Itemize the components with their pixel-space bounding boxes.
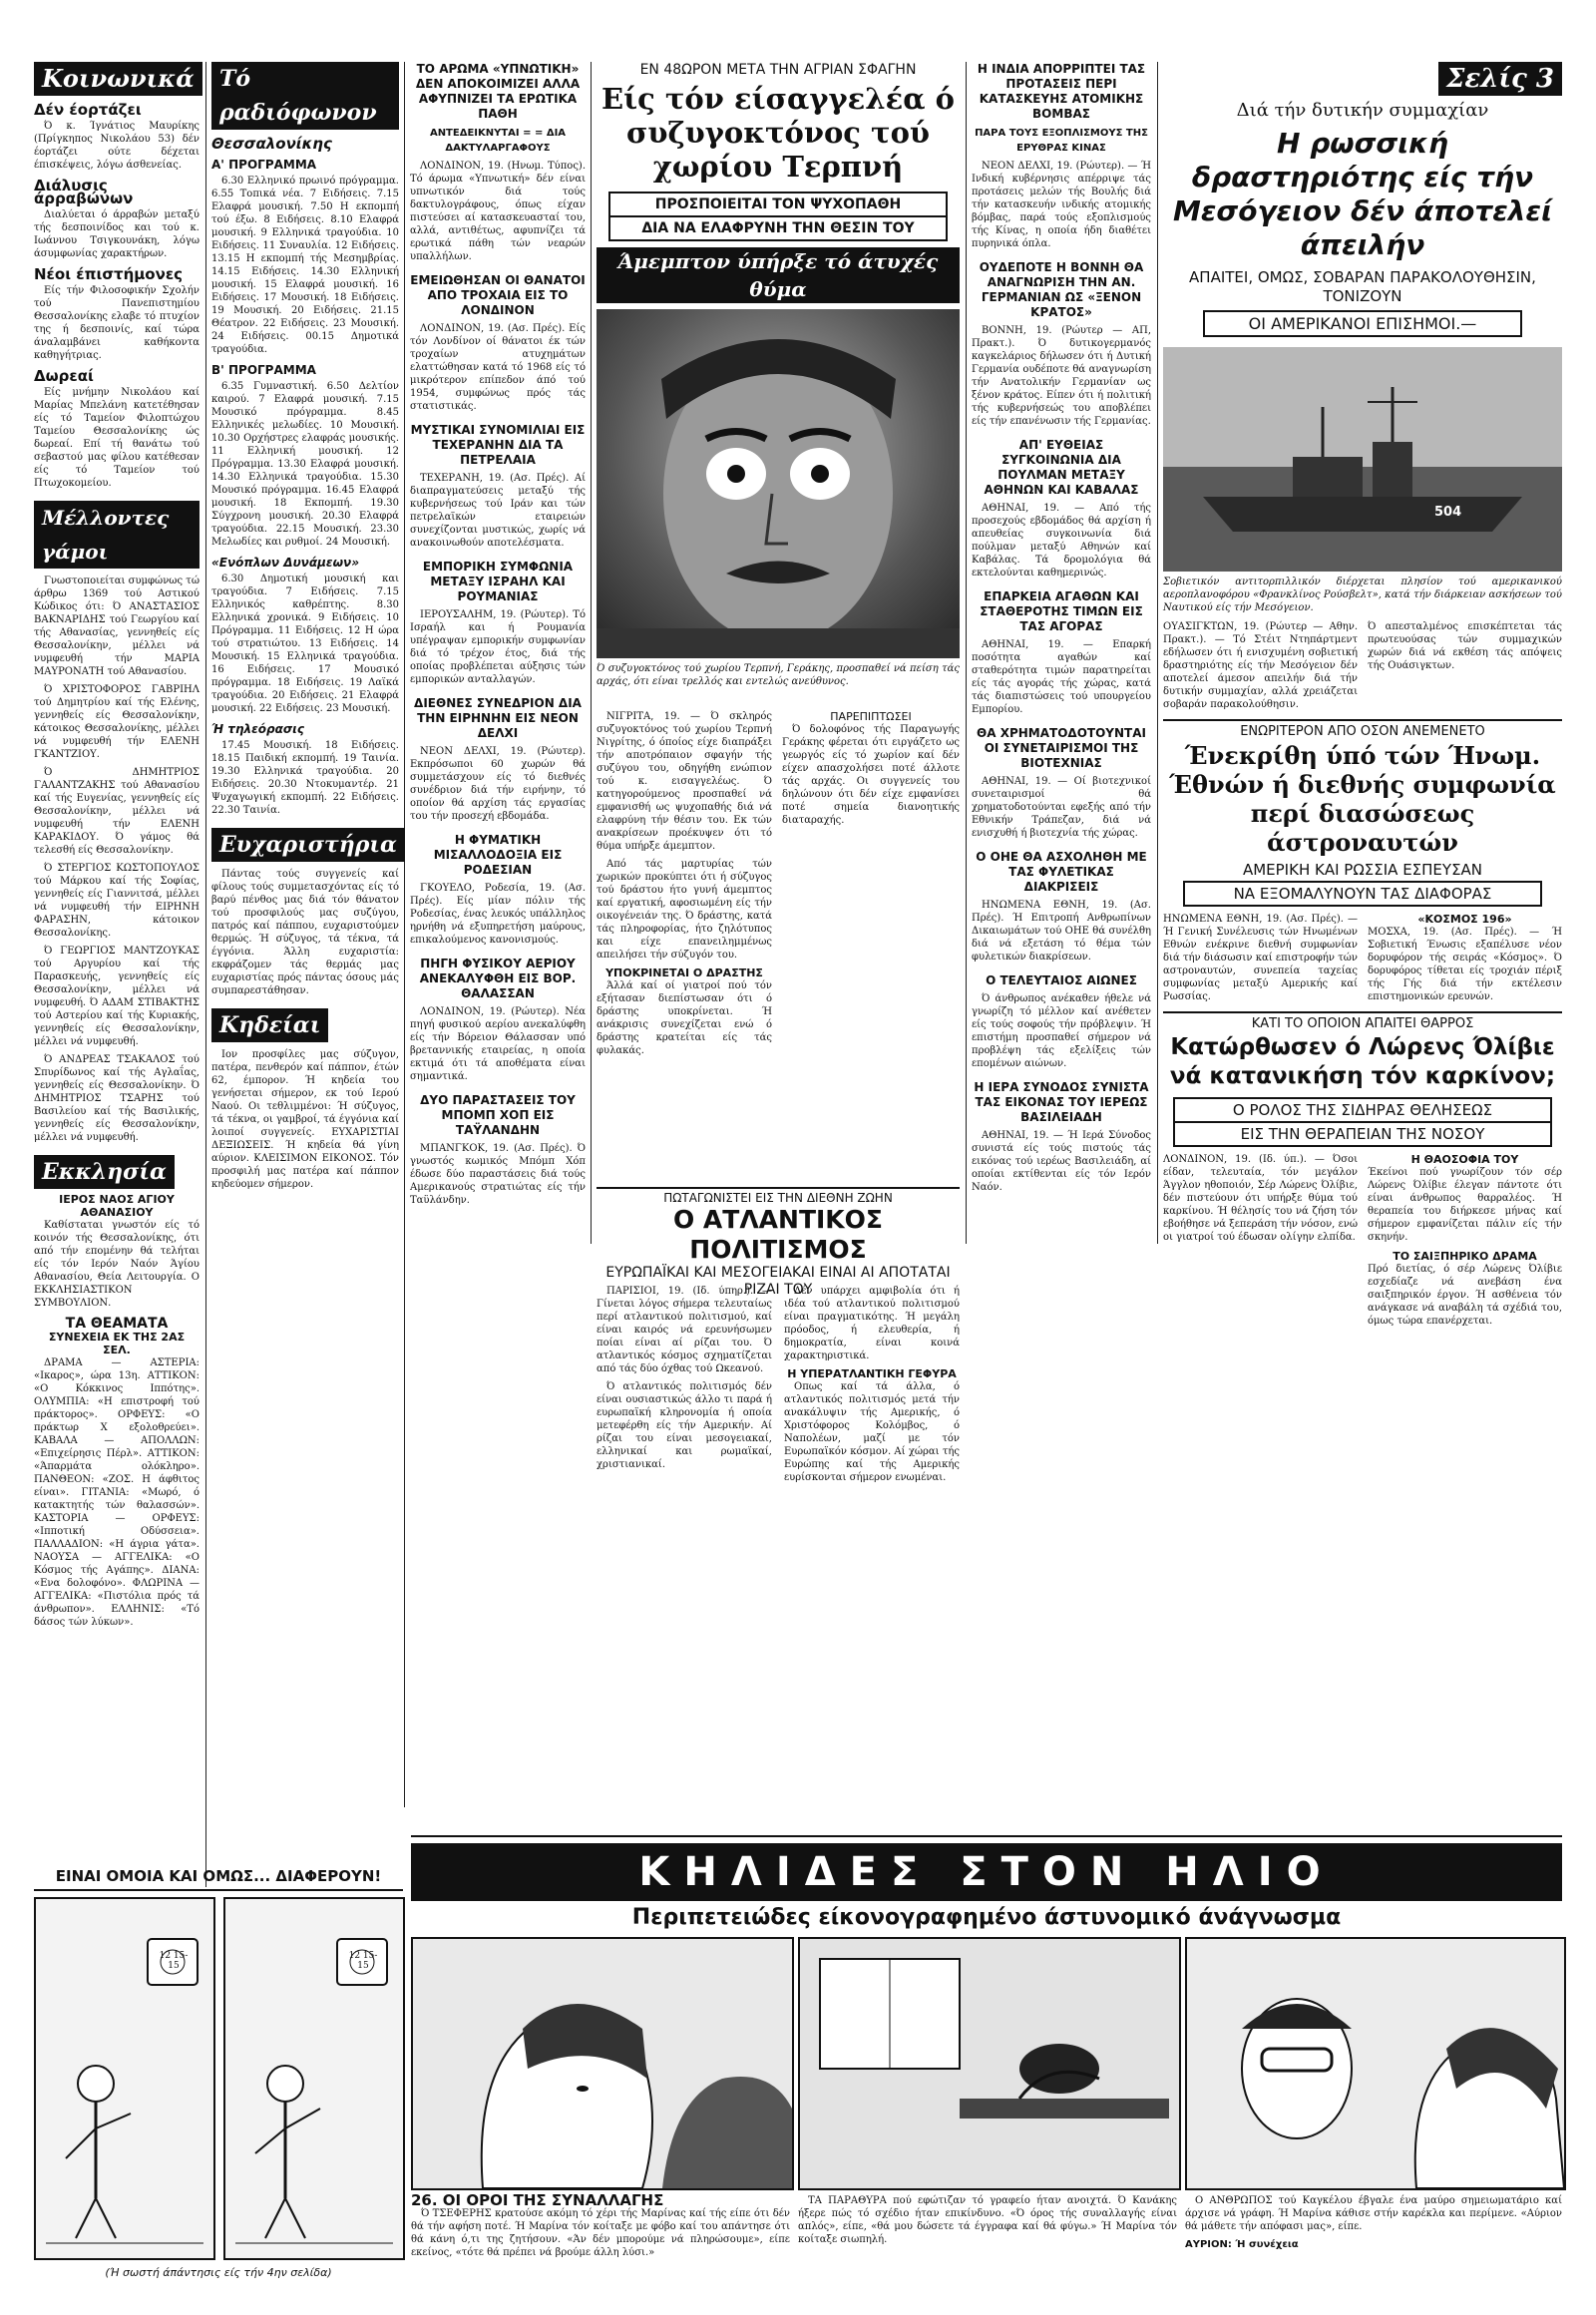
lead-kicker: ΕΝ 48ΩΡΟΝ ΜΕΤΑ ΤΗΝ ΑΓΡΙΑΝ ΣΦΑΓΗΝ bbox=[639, 62, 917, 78]
gifts-heading: Δωρεαί bbox=[34, 367, 94, 385]
news-headline: Η ΙΝΔΙΑ ΑΠΟΡΡΙΠΤΕΙ ΤΑΣ ΠΡΟΤΑΣΕΙΣ ΠΕΡΙ ΚΑΤΑΣΚΕΥΗΣ ΑΤΟΜΙΚΗΣ ΒΟΜΒΑΣ bbox=[977, 62, 1146, 121]
comic-strip bbox=[411, 1835, 1562, 2306]
news-text: ΑΘΗΝΑΙ, 19. — Οί βιοτεχνικοί συνεταιρισμοί θά χρηματοδοτούνται εφεξής από τήν Εθνικήν Τράπεζαν, διά νά ενισχυθή ή βιοτεχνία τής χώρας. bbox=[972, 776, 1151, 839]
atlantic-headline: Ο ΑΤΛΑΝΤΙΚΟΣ ΠΟΛΙΤΙΣΜΟΣ bbox=[672, 1205, 884, 1264]
un-headline: Ένεκρίθη ύπό τών Ήνωμ. Έθνών ή διεθνής συμφωνία περί διασώσεως άστροναυτών bbox=[1169, 741, 1556, 857]
atlantic-subheadline: ΕΥΡΩΠΑΪΚΑΙ ΚΑΙ ΜΕΣΟΓΕΙΑΚΑΙ ΕΙΝΑΙ ΑΙ ΑΠΟΤΑΤΑΙ ΡΙΖΑΙ ΤΟΥ bbox=[605, 1265, 951, 1298]
comic-caption-text: ΤΑ ΠΑΡΑΘΥΡΑ πού εφώτιζαν τό γραφείο ήταν ανοιχτά. Ό Κανάκης ήξερε πώς τό σχέδιο ήταν επικίνδυνο. «Ό όρος τής συναλλαγής είναι απλός», είπε, «θά μου δώσετε τά έγγραφα καί θά φύγω.» Ή Μαρίνα τόν κοίταξε σιωπηλή. bbox=[798, 2195, 1177, 2245]
clock-label-left: 12 15-15 bbox=[159, 1951, 189, 1971]
news-headline: ΘΑ ΧΡΗΜΑΤΟΔΟΤΟΥΝΤΑΙ ΟΙ ΣΥΝΕΤΑΙΡΙΣΜΟΙ ΤΗΣ ΒΙΟΤΕΧΝΙΑΣ bbox=[977, 726, 1146, 770]
brief-headline: ΔΥΟ ΠΑΡΑΣΤΑΣΕΙΣ ΤΟΥ ΜΠΟΜΠ ΧΟΠ ΕΙΣ ΤΑΫΛΑΝΔΗΝ bbox=[420, 1093, 576, 1137]
section-social-heading: Κοινωνικά bbox=[34, 62, 202, 96]
news-headline: ΟΥΔΕΠΟΤΕ Η ΒΟΝΝΗ ΘΑ ΑΝΑΓΝΩΡΙΣΗ ΤΗΝ ΑΝ. ΓΕΡΜΑΝΙΑΝ ΩΣ «ΞΕΝΟΝ ΚΡΑΤΟΣ» bbox=[979, 260, 1144, 319]
brief-text: ΛΟΝΔΙΝΟΝ, 19. (Ασ. Πρές). Είς τόν Λονδίνον οί θάνατοι έκ τών τροχαίων ατυχημάτων ελαττώθησαν κατά τό 1968 είς τό μικρότερον επίπεδον άπό τού 1954, συμφώνως πρός τάς στατιστικάς. bbox=[410, 323, 586, 412]
atlantic-story-text: Ό ατλαντικός πολιτισμός δέν είναι ουσιαστικώς άλλο τι παρά ή ευρωπαϊκή κληρονομία ή οποία μετεφέρθη είς τήν Αμερικήν. Αί ρίζαι του είναι μεσογειακαί, ελληνικαί και ρωμαϊκαί, χριστιανικαί. bbox=[597, 1381, 772, 1470]
brief-headline: ΠΗΓΗ ΦΥΣΙΚΟΥ ΑΕΡΙΟΥ ΑΝΕΚΑΛΥΦΘΗ ΕΙΣ ΒΟΡ. ΘΑΛΑΣΣΑΝ bbox=[419, 957, 577, 1000]
breakup-heading: Διάλυσις άρραβώνων bbox=[34, 177, 134, 207]
comic-title: ΚΗΛΙΔΕΣ ΣΤΟΝ ΗΛΙΟ bbox=[411, 1843, 1562, 1901]
armed-forces-heading: «Ενόπλων Δυνάμεων» bbox=[211, 556, 360, 570]
tv-heading: Ή τηλεόρασις bbox=[211, 722, 304, 736]
column-rule bbox=[1157, 62, 1158, 1244]
column-rule bbox=[966, 62, 967, 1244]
comic-chapter-title: 26. ΟΙ ΟΡΟΙ ΤΗΣ ΣΥΝΑΛΛΑΓΗΣ bbox=[411, 2191, 664, 2209]
comic-subtitle: Περιπετειώδες είκονογραφημένο άστυνομικό άνάγνωσμα bbox=[631, 1905, 1342, 1930]
lead-story-text: ΝΙΓΡΙΤΑ, 19. — Ό σκληρός συζυγοκτόνος τού χωρίου Τερπνή Νιγρίτης, ό όποίος είχε διαπράξει τήν αποτρόπαιον σφαγήν τής συζύγου του, οδηγήθη ενώπιον τού κ. εισαγγελέως. Ό κατηγορούμενος προσπαθεί νά εμφανισθή ως ψυχοπαθής διά νά ελαφρύνη τήν θέσιν του. Εκ τών ανακρίσεων προέκυψεν ότι τό θύμα υπήρξε άμεμπτον. bbox=[597, 711, 772, 852]
news-text: ΝΕΟΝ ΔΕΛΧΙ, 19. (Ρώυτερ). — Ή Ινδική κυβέρνησις απέρριψε τάς προτάσεις μελών τής Βουλής διά τήν κατασκευήν ινδικής ατομικής βόμβας, παρά τούς εξοπλισμούς τής Κίνας, η οποία ήδη διαθέτει πυρηνικά όπλα. bbox=[972, 161, 1151, 249]
weddings-text: Ό ΧΡΙΣΤΟΦΟΡΟΣ ΓΑΒΡΙΗΛ τού Δημητρίου καί τής Ελένης, γεννηθείς είς Θεσσαλονίκην, κάτοικος Θεσσαλονίκης, μέλλει νά νυμφευθή τήν ΕΛΕΝΗ ΓΚΑΝΤΖΙΟΥ. bbox=[34, 684, 200, 760]
clock-label-right: 12 15-15 bbox=[348, 1951, 378, 1971]
olivier-headline: Κατώρθωσεν ό Λώρενς Όλίβιε νά κατανικήση τόν καρκίνον; bbox=[1169, 1034, 1556, 1089]
brief-text: ΛΟΝΔΙΝΟΝ, 19. (Ρώυτερ). Νέα πηγή φυσικού αερίου ανεκαλύφθη είς τήν Βόρειον Θάλασσαν υπό βρεταννικής εταιρείας, η οποία εκτιμά ότι τά αποθέματα είναι σημαντικά. bbox=[410, 1006, 586, 1082]
column-rule bbox=[404, 62, 405, 1807]
atlantic-story-text: ΠΑΡΙΣΙΟΙ, 19. (Ιδ. ύπηρ.). — Γίνεται λόγος σήμερα τελευταίως περί ατλαντικού πολιτισμού, καί είναι καιρός νά ερευνήσωμεν ποίαι είναι αί ρίζαι του. Ό ατλαντικός κόσμος σχηματίζεται από τάς δύο όχθας τού Ωκεανού. bbox=[597, 1286, 772, 1374]
comic-text-2 bbox=[798, 2194, 1177, 2304]
program-b-heading: Β' ΠΡΟΓΡΑΜΜΑ bbox=[211, 363, 316, 377]
theatre-subheading: ΣΥΝΕΧΕΙΑ ΕΚ ΤΗΣ 2ΑΣ ΣΕΛ. bbox=[48, 1331, 186, 1356]
news-text: ΑΘΗΝΑΙ, 19. — Επαρκή ποσότητα αγαθών καί σταθερότητα τιμών παρατηρείται είς τάς αγοράς τής χώρας, κατά τάς διαπιστώσεις τού υπουργείου Εμπορίου. bbox=[972, 639, 1151, 715]
cartoon-panel-right bbox=[223, 1897, 405, 2260]
cartoon-caption: (Ή σωστή άπάντησις είς τήν 4ην σελίδα) bbox=[105, 2266, 332, 2279]
lead-story-crosshead: ΠΑΡΕΠΙΠΤΩΣΕΙ bbox=[830, 710, 912, 723]
page-number-label: Σελίς 3 bbox=[1438, 62, 1562, 96]
comic-panel-2-drawing bbox=[800, 1939, 1179, 2188]
birthday-text: Ό κ. Ίγνάτιος Μαυρίκης (Πρίγκηπος Νικολάου 53) δέν έορτάζει ούτε δέχεται έπισκέψεις, λόγω άσθενείας. bbox=[34, 121, 200, 171]
news-headline: ΑΠ' ΕΥΘΕΙΑΣ ΣΥΓΚΟΙΝΩΝΙΑ ΔΙΑ ΠΟΥΛΜΑΝ ΜΕΤΑΞΥ ΑΘΗΝΩΝ ΚΑΙ ΚΑΒΑΛΑΣ bbox=[984, 438, 1139, 497]
lead-story-text: Άλλά καί οί γιατροί πού τόν εξήτασαν διεπίστωσαν ότι ό δράστης υποκρίνεται. Ή ανάκρισις συνεχίζεται ενώ ό δράστης κρατείται είς τάς φυλακάς. bbox=[597, 980, 772, 1056]
church-heading: Εκκλησία bbox=[34, 1155, 175, 1189]
mediterranean-story-text: ΟΥΑΣΙΓΚΤΩΝ, 19. (Ρώυτερ — Αθην. Πρακτ.). — Τό Στέιτ Ντηπάρτμεντ εδήλωσεν ότι ή ενισχυμένη σοβιετική δραστηριότης είς τήν Μεσόγειον δέν αποτελεί άμεσον απειλήν διά τήν δυτικήν συμμαχίαν, αλλά χρειάζεται σοβαράν παρακολούθησιν. bbox=[1163, 621, 1358, 710]
weddings-text: Ό ΑΝΔΡΕΑΣ ΤΣΑΚΑΛΟΣ τού Σπυρίδωνος καί τής Αγλαΐας, γεννηθείς είς Θεσσαλονίκην. Ό ΔΗΜΗΤΡΙΟΣ ΤΣΑΡΗΣ τού Βασιλείου καί τής Βασιλικής, γεννηθείς είς Θεσσαλονίκην, μέλλει νά νυμφευθή. bbox=[34, 1054, 200, 1143]
news-text: ΑΘΗΝΑΙ, 19. — Ή Ιερά Σύνοδος συνιστά είς τούς πιστούς τάς εικόνας τού ιερέως Βασιλειάδη, αί οποίαι εκτίθενται είς τόν Ιερόν Ναόν. bbox=[972, 1130, 1151, 1193]
cartoon-panel-left bbox=[34, 1897, 215, 2260]
thanks-heading: Ευχαριστήρια bbox=[211, 828, 405, 862]
brief-headline: ΔΙΕΘΝΕΣ ΣΥΝΕΔΡΙΟΝ ΔΙΑ ΤΗΝ ΕΙΡΗΝΗΝ ΕΙΣ ΝΕΟΝ ΔΕΛΧΙ bbox=[414, 696, 582, 740]
suspect-photo bbox=[597, 309, 960, 658]
right-section bbox=[1163, 62, 1562, 1827]
brief-text: ΜΠΑΝΓΚΟΚ, 19. (Ασ. Πρές). Ό γνωστός κωμικός Μπόμπ Χόπ έδωσε δύο παραστάσεις διά τούς Αμερικανούς στρατιώτας είς τήν Ταϋλάνδην. bbox=[410, 1143, 586, 1206]
lead-story-body-left bbox=[597, 710, 772, 1179]
gifts-text: Είς μνήμην Νικολάου καί Μαρίας Μπελάνη κατετέθησαν είς τό Ταμείον Φιλοπτώχου Ταμείου Θεσσαλονίκης ώς δωρεαί. Επί τή θανάτω τού σεβαστού μας φίλου κατέθεσαν είς τό Ταμείον τού Πτωχοκομείου. bbox=[34, 387, 200, 489]
brief-headline: Η ΦΥΜΑΤΙΚΗ ΜΙΣΑΛΛΟΔΟΞΙΑ ΕΙΣ ΡΟΔΕΣΙΑΝ bbox=[433, 833, 563, 877]
mediterranean-subheadline-boxed: ΟΙ ΑΜΕΡΙΚΑΝΟΙ ΕΠΙΣΗΜΟΙ.— bbox=[1203, 310, 1522, 337]
atlantic-story-body-right bbox=[784, 1285, 960, 1823]
cartoon-title: ΕΙΝΑΙ ΟΜΟΙΑ ΚΑΙ ΟΜΩΣ... ΔΙΑΦΕΡΟΥΝ! bbox=[34, 1867, 403, 1891]
breakup-text: Διαλύεται ό άρραβών μεταξύ τής δεσποινίδος και τού κ. Ιωάννου Τσιγκουνάκη, λόγω άσυμφωνίας χαρακτήρων. bbox=[34, 209, 200, 259]
birthday-heading: Δέν έορτάζει bbox=[34, 101, 142, 119]
suspect-photo-caption: Ό συζυγοκτόνος τού χωρίου Τερπνή, Γεράκης, προσπαθεί νά πείση τάς αρχάς, ότι είναι τρελλός και εντελώς ανεύθυνος. bbox=[597, 663, 960, 687]
news-headline: ΕΠΑΡΚΕΙΑ ΑΓΑΘΩΝ ΚΑΙ ΣΤΑΘΕΡΟΤΗΣ ΤΙΜΩΝ ΕΙΣ ΤΑΣ ΑΓΟΡΑΣ bbox=[980, 589, 1143, 633]
brief-headline: ΜΥΣΤΙΚΑΙ ΣΥΝΟΜΙΛΙΑΙ ΕΙΣ ΤΕΧΕΡΑΝΗΝ ΔΙΑ ΤΑ ΠΕΤΡΕΛΑΙΑ bbox=[410, 423, 586, 467]
atlantic-kicker: ΠΩΤΑΓΩΝΙΣΤΕΙ ΕΙΣ ΤΗΝ ΔΙΕΘΝΗ ΖΩΗΝ bbox=[663, 1191, 893, 1205]
armed-forces-text: 6.30 Δημοτική μουσική και τραγούδια. 7 Ειδήσεις. 7.15 Ελληνικός καθρέπτης. 8.30 Ελληνικά χρονικά. 9 Ειδήσεις. 10 Πρόγραμμα. 11 Ειδήσεις. 12 Η ώρα τού στρατιώτου. 13 Ειδήσεις. 14 Μουσική. 15 Ελληνικά τραγούδια. 16 Ειδήσεις. 17 Μουσικό πρόγραμμα. 18 Ειδήσεις. 19 Λαϊκά τραγούδια. 20 Ειδήσεις. 21 Ελαφρά μουσική. 22 Ειδήσεις. 23 Μουσική. bbox=[211, 574, 399, 714]
olivier-story-text: ΛΟΝΔΙΝΟΝ, 19. (Ιδ. ύπ.). — Όσοι είδαν, τελευταία, τόν μεγάλον Άγγλον ηθοποιόν, Σέρ Λώρενς Όλίβιε, δέν πιστεύουν ότι υπήρξε θύμα τού καρκίνου. Ή θέλησίς του νά ζήση τόν εβοήθησε νά ξεπεράση τήν νόσον, ενώ οι γιατροί τού έδωσαν ολίγην ελπίδα. bbox=[1163, 1154, 1358, 1243]
column-world-news bbox=[972, 62, 1151, 1827]
program-a-text: 6.30 Ελληνικό πρωινό πρόγραμμα. 6.55 Τοπικά νέα. 7 Ειδήσεις. 7.15 Ελαφρά μουσική. 7.50 Η εκπομπή τού έξω. 8 Ειδήσεις. 8.10 Ελαφρά μουσική. 9 Ελληνικά τραγούδια. 10 Ειδήσεις. 11 Συναυλία. 12 Ειδήσεις. 13.15 Η εκπομπή τής Μεσημβρίας. 14.15 Ειδήσεις. 14.30 Ελληνική μουσική. 15 Ελαφρά μουσική. 16 Ειδήσεις. 17 Μουσική. 18 Ειδήσεις. 19 Μουσική. 20 Ειδήσεις. 21.15 Θέατρον. 22 Ειδήσεις. 23 Μουσική. 24 Ειδήσεις. 00.15 Δημοτικά τραγούδια. bbox=[211, 176, 399, 355]
comic-caption-text: Ο ΑΝΘΡΩΠΟΣ τού Καγκέλου έβγαλε ένα μαύρο σημειωματάριο καί άρχισε νά γράφη. Ή Μαρίνα κάθισε στήν καρέκλα και περίμενε. «Αύριον θά μάθετε τήν απόφασι μας», είπε. bbox=[1185, 2195, 1562, 2232]
brief-text: ΤΕΧΕΡΑΝΗ, 19. (Ασ. Πρές). Αί διαπραγματεύσεις μεταξύ τής κυβερνήσεως τού Ιράν και τών πετρελαϊκών εταιρειών συνεχίζονται μυστικώς, χωρίς νά ανακοινωθούν αποτελέσματα. bbox=[410, 473, 586, 549]
mediterranean-story-text: Ό απεσταλμένος επισκέπτεται τάς πρωτευούσας τών συμμαχικών χωρών διά νά εκθέση τάς απόψεις τής Ουάσιγκτων. bbox=[1368, 621, 1562, 671]
lead-story-text: Από τάς μαρτυρίας τών χωρικών προκύπτει ότι ή σύζυγος τού δράστου ήτο γυνή άμεμπτος καί εργατική, αφοσιωμένη είς τήν οικογένειάν της. Ό δράστης, κατά τάς πληροφορίας, ήτο ζηλότυπος και είχε επανειλημμένως απειλήσει τήν σύζυγόν του. bbox=[597, 859, 772, 961]
comic-continued: ΑΥΡΙΟΝ: Ή συνέχεια bbox=[1185, 2239, 1299, 2250]
lead-story-text: Ό δολοφόνος τής Παραγωγής Γεράκης φέρεται ότι ειργάζετο ως γεωργός είς τό χωρίον καί δέν είχεν απασχολήσει ποτέ άλλοτε τάς αρχάς. Οι συγγενείς του δηλώνουν ότι δέν είχε εμφανίσει ποτέ σημεία διανοητικής διαταραχής. bbox=[782, 724, 960, 826]
column-news-briefs bbox=[410, 62, 586, 1718]
comic-text-1 bbox=[411, 2191, 790, 2304]
lead-story-crosshead: ΥΠΟΚΡΙΝΕΤΑΙ Ο ΔΡΑΣΤΗΣ bbox=[605, 966, 763, 979]
news-subheadline: ΠΑΡΑ ΤΟΥΣ ΕΞΟΠΛΙΣΜΟΥΣ ΤΗΣ ΕΡΥΘΡΑΣ ΚΙΝΑΣ bbox=[975, 128, 1148, 154]
lead-story bbox=[597, 62, 960, 710]
atlantic-story-text: Δέν υπάρχει αμφιβολία ότι ή ιδέα τού ατλαντικού πολιτισμού είναι πραγματικότης. Ή μεγάλη πρόοδος, ή ελευθερία, ή δημοκρατία, είναι κοινά χαρακτηριστικά. bbox=[784, 1286, 960, 1361]
graduates-heading: Νέοι έπιστήμονες bbox=[34, 265, 184, 283]
brief-headline: ΤΟ ΑΡΩΜΑ «ΥΠΝΩΤΙΚΗ» ΔΕΝ ΑΠΟΚΟΙΜΙΖΕΙ ΑΛΛΑ ΑΦΥΠΝΙΖΕΙ ΤΑ ΕΡΩΤΙΚΑ ΠΑΘΗ bbox=[415, 62, 581, 121]
funerals-text: Ιον προσφίλες μας σύζυγον, πατέρα, πενθερόν καί πάππον, έτών 62, έμπορον. Ή κηδεία του γενήσεται σήμερον, εκ τού Ιερού Ναού. Οι τεθλιμμένοι: Ή σύζυγος, τά τέκνα, οι γαμβροί, τά έγγόνια καί λοιποί συγγενείς. ΕΥΧΑΡΙΣΤΙΑΙ ΔΕΞΙΩΣΕΙΣ. Ή κηδεία θά γίνη αύριον. ΚΛΕΙΣΙΜΟΝ ΕΙΚΟΝΟΣ. Τόν προσφιλή μας πατέρα καί πάππον κηδεύομεν σήμερον. bbox=[211, 1049, 399, 1190]
brief-text: ΛΟΝΔΙΝΟΝ, 19. (Ηνωμ. Τύπος). Τό άρωμα «Υπνωτική» δέν είναι υπνωτικόν διά τούς δακτυλογράφους, όπως είχαν πιστεύσει αί κατασκευασταί του, αλλά, αντιθέτως, αφυπνίζει τά ερωτικά πάθη τών νεαρών υπαλλήλων. bbox=[410, 161, 586, 262]
olivier-subheadline: ΕΙΣ ΤΗΝ ΘΕΡΑΠΕΙΑΝ ΤΗΣ ΝΟΣΟΥ bbox=[1173, 1123, 1552, 1147]
cosmos-heading: «ΚΟΣΜΟΣ 196» bbox=[1417, 913, 1512, 926]
olivier-crosshead: Η ΘΑΟΣΟΦΙΑ ΤΟΥ bbox=[1410, 1153, 1519, 1166]
brief-subheadline: ΑΝΤΕΔΕΙΚΝΥΤΑΙ = = ΔΙΑ ΔΑΚΤΥΛΑΡΓΑΦΟΥΣ bbox=[429, 128, 567, 154]
warship-photo-drawing bbox=[1163, 347, 1562, 572]
mediterranean-subheadline: ΑΠΑΙΤΕΙ, ΟΜΩΣ, ΣΟΒΑΡΑΝ ΠΑΡΑΚΟΛΟΥΘΗΣΙΝ, ΤΟΝΙΖΟΥΝ bbox=[1189, 268, 1536, 305]
church-subheading: ΙΕΡΟΣ ΝΑΟΣ ΑΓΙΟΥ ΑΘΑΝΑΣΙΟΥ bbox=[59, 1193, 175, 1219]
lead-story-body-right bbox=[782, 710, 960, 1179]
brief-text: ΙΕΡΟΥΣΑΛΗΜ, 19. (Ρώυτερ). Τό Ισραήλ και ή Ρουμανία υπέγραψαν εμπορικήν συμφωνίαν διά τό τρέχον έτος, διά τής οποίας προβλέπεται αύξησις τών εμπορικών ανταλλαγών. bbox=[410, 609, 586, 685]
atlantic-crosshead: Η ΥΠΕΡΑΤΛΑΝΤΙΚΗ ΓΕΦΥΡΑ bbox=[787, 1367, 957, 1380]
comic-panel-1 bbox=[411, 1937, 794, 2190]
comic-panel-2 bbox=[798, 1937, 1181, 2190]
radio-station: Θεσσαλονίκης bbox=[211, 135, 332, 153]
olivier-subheadline: Ο ΡΟΛΟΣ ΤΗΣ ΣΙΔΗΡΑΣ ΘΕΛΗΣΕΩΣ bbox=[1173, 1097, 1552, 1123]
warship-photo bbox=[1163, 347, 1562, 572]
atlantic-story-header bbox=[597, 1187, 960, 1298]
column-rule bbox=[591, 62, 592, 1244]
brief-headline: ΕΜΠΟΡΙΚΗ ΣΥΜΦΩΝΙΑ ΜΕΤΑΞΥ ΙΣΡΑΗΛ ΚΑΙ ΡΟΥΜΑΝΙΑΣ bbox=[422, 560, 574, 603]
brief-text: ΓΚΟΥΕΛΟ, Ροδεσία, 19. (Ασ. Πρές). Είς μίαν πόλιν τής Ροδεσίας, ένας λευκός υπάλληλος ηρνήθη νά εξυπηρετήση μαύρους, επικαλούμενος κανονισμούς. bbox=[410, 883, 586, 946]
suspect-photo-drawing bbox=[597, 309, 960, 658]
thanks-text: Πάντας τούς συγγενείς καί φίλους τούς συμμετασχόντας είς τό βαρύ πένθος μας διά τόν θάνατον τού προσφιλούς μας συζύγου, πατρός καί πάππου, ευχαριστούμεν θερμώς. Ή σύζυγος, τά τέκνα, τά έγγόνια. Άλλη ευχαριστία: εκφράζομεν τάς θερμάς μας ευχαριστίας πρός πάντας όσους μάς συμπαρεστάθησαν. bbox=[211, 869, 399, 996]
weddings-text: Ό ΓΕΩΡΓΙΟΣ ΜΑΝΤΖΟΥΚΑΣ τού Αργυρίου καί τής Παρασκευής, γεννηθείς είς Θεσσαλονίκην, μέλλει νά νυμφευθή. Ό ΑΔΑΜ ΣΤΙΒΑΚΤΗΣ τού Αστερίου καί τής Κυριακής, γεννηθείς είς Θεσσαλονίκην, μέλλει νά νυμφευθή. bbox=[34, 946, 200, 1047]
un-kicker: ΕΝΩΡΙΤΕΡΟΝ ΑΠΟ ΟΣΟΝ ΑΝΕΜΕΝΕΤΟ bbox=[1163, 719, 1562, 739]
column-radio bbox=[211, 62, 399, 1807]
olivier-story-text: Πρό διετίας, ό σέρ Λώρενς Όλίβιε εσχεδίαζε νά ανεβάση ένα σαιξπηρικόν έργον. Ή ασθένεια τόν ανάγκασε νά αναβάλη τά σχέδιά του, όμως τώρα επανέρχεται. bbox=[1368, 1264, 1562, 1327]
lead-headline: Είς τόν είσαγγελέα ό συζυγοκτόνος τού χωρίου Τερπνή bbox=[601, 82, 955, 184]
atlantic-story-body-left bbox=[597, 1285, 772, 1823]
brief-text: ΝΕΟΝ ΔΕΛΧΙ, 19. (Ρώυτερ). Εκπρόσωποι 60 χωρών θά συμμετάσχουν είς τό διεθνές συνέδριον διά τήν ειρήνην, τό οποίον θά αρχίση τάς εργασίας του τήν προσεχή εβδομάδα. bbox=[410, 746, 586, 822]
comic-caption-text: Ό ΤΣΕΦΕΡΗΣ κρατούσε ακόμη τό χέρι τής Μαρίνας καί τής είπε ότι δέν θά τήν αφήση ποτέ. Ή Μαρίνα τόν κοίταξε με φόβο καί του απάντησε ότι θά κάνη ό,τι της ζητήσουν. «Άν δέν μπορούμε νά πληρώσουμε», είπε εκείνος, «τότε θά πρέπει νά βρούμε άλλη λύσι.» bbox=[411, 2208, 790, 2258]
ship-hull-number: 504 bbox=[1434, 505, 1462, 520]
weddings-text: Γνωστοποιείται συμφώνως τώ άρθρω 1369 τού Αστικού Κώδικος ότι: Ό ΑΝΑΣΤΑΣΙΟΣ ΒΑΚΝΑΡΙΔΗΣ τού Γεωργίου καί τής Αθανασίας, γεννηθείς είς Θεσσαλονίκην, μέλλει νά νυμφευθή τήν ΜΑΡΙΑ ΜΑΥΡΟΝΑΤΗ τού Αθανασίου. bbox=[34, 576, 200, 677]
olivier-kicker: ΚΑΤΙ ΤΟ ΟΠΟΙΟΝ ΑΠΑΙΤΕΙ ΘΑΡΡΟΣ bbox=[1163, 1011, 1562, 1031]
weddings-text: Ό ΔΗΜΗΤΡΙΟΣ ΓΑΛΑΝΤΖΑΚΗΣ τού Αθανασίου καί τής Ευγενίας, γεννηθείς είς Θεσσαλονίκην, μέλλει νά νυμφευθή τήν ΕΛΕΝΗ ΚΑΡΑΚΙΔΟΥ. Ό γάμος θά τελεσθή είς Θεσσαλονίκην. bbox=[34, 767, 200, 856]
lead-band-heading: Άμεμπτον ύπήρξε τό άτυχές θύμα bbox=[597, 247, 960, 303]
news-text: ΒΟΝΝΗ, 19. (Ρώυτερ — ΑΠ, Πρακτ.). Ό δυτικογερμανός καγκελάριος δήλωσεν ότι ή Δυτική Γερμανία ουδέποτε θά αναγνωρίση τήν Ανατολικήν Γερμανίαν ως ξένον κράτος. Είπεν ότι ή πολιτική τής κυβερνήσεώς του αποβλέπει είς τήν επανένωσιν τής Γερμανίας. bbox=[972, 325, 1151, 427]
mediterranean-kicker: Διά τήν δυτικήν συμμαχίαν bbox=[1236, 100, 1489, 121]
program-b-text: 6.35 Γυμναστική. 6.50 Δελτίον καιρού. 7 Ελαφρά μουσική. 7.15 Μουσικό πρόγραμμα. 8.45 Ελληνικές μελωδίες. 10 Μουσική. 10.30 Ορχήστρες ελαφράς μουσικής. 11 Ελληνική μουσική. 12 Πρόγραμμα. 13.30 Ελαφρά μουσική. 14.30 Ελληνικά τραγούδια. 15.30 Μουσικό πρόγραμμα. 16.45 Ελαφρά μουσική. 18 Εκπομπή. 19.30 Σύγχρονη μουσική. 20.30 Ελαφρά τραγούδια. 22.15 Μουσική. 23.30 Μελωδίες και ρυθμοί. 24 Μουσική. bbox=[211, 381, 399, 548]
tv-text: 17.45 Μουσική. 18 Ειδήσεις. 18.15 Παιδική εκπομπή. 19 Ταινία. 19.30 Ελληνικά τραγούδια. 20 Ειδήσεις. 20.30 Ντοκυμαντέρ. 21 Ψυχαγωγική εκπομπή. 22 Ειδήσεις. 22.30 Ταινία. bbox=[211, 740, 399, 816]
news-headline: Ο ΟΗΕ ΘΑ ΑΣΧΟΛΗΘΗ ΜΕ ΤΑΣ ΦΥΛΕΤΙΚΑΣ ΔΙΑΚΡΙΣΕΙΣ bbox=[976, 850, 1147, 894]
news-text: Ό άνθρωπος ανέκαθεν ήθελε νά γνωρίζη τό μέλλον καί ανέθετεν είς τούς σοφούς τήν πρόβλεψιν. Ή επιστήμη προσπαθεί σήμερον νά προβλέψη τάς εξελίξεις τών επομένων αιώνων. bbox=[972, 993, 1151, 1069]
column-rule bbox=[205, 62, 206, 1887]
brief-headline: ΕΜΕΙΩΘΗΣΑΝ ΟΙ ΘΑΝΑΤΟΙ ΑΠΟ ΤΡΟΧΑΙΑ ΕΙΣ ΤΟ ΛΟΝΔΙΝΟΝ bbox=[410, 273, 586, 317]
news-text: ΑΘΗΝΑΙ, 19. — Από τής προσεχούς εβδομάδος θά αρχίση ή απευθείας συγκοινωνία διά πούλμαν μεταξύ Αθηνών καί Καβάλας. Τά δρομολόγια θά εκτελούνται καθημερινώς. bbox=[972, 503, 1151, 579]
church-text: Καθίσταται γνωστόν είς τό κοινόν τής Θεσσαλονίκης, ότι από τήν επομένην θά τελήται είς τόν Ιερόν Ναόν Άγίου Αθανασίου, Θεία Λειτουργία. Ο ΕΚΚΛΗΣΙΑΣΤΙΚΟΝ ΣΥΜΒΟΥΛΙΟΝ. bbox=[34, 1220, 200, 1309]
cartoon-spot-difference bbox=[34, 1867, 403, 2296]
theatre-heading: ΤΑ ΘΕΑΜΑΤΑ bbox=[65, 1316, 169, 1332]
weddings-heading: Μέλλοντες γάμοι bbox=[34, 501, 200, 569]
mediterranean-headline: Η ρωσσική δραστηριότης είς τήν Μεσόγειον δέν άποτελεί άπειλήν bbox=[1172, 127, 1553, 261]
comic-panel-3 bbox=[1185, 1937, 1566, 2190]
comic-text-3 bbox=[1185, 2194, 1562, 2304]
olivier-crosshead: ΤΟ ΣΑΙΞΠΗΡΙΚΟ ΔΡΑΜΑ bbox=[1393, 1250, 1537, 1263]
cosmos-story-text: ΜΟΣΧΑ, 19. (Ασ. Πρές). — Ή Σοβιετική Ένωσις εξαπέλυσε νέον δορυφόρον τής σειράς «Κόσμος». Ό δορυφόρος τίθεται είς τροχιάν πέριξ τής Γής διά τήν εκτέλεσιν επιστημονικών ερευνών. bbox=[1368, 927, 1562, 1002]
column-social bbox=[34, 62, 200, 1807]
news-headline: Ο ΤΕΛΕΥΤΑΙΟΣ ΑΙΩΝΕΣ bbox=[986, 973, 1137, 987]
weddings-text: Ό ΣΤΕΡΓΙΟΣ ΚΩΣΤΟΠΟΥΛΟΣ τού Μάρκου καί τής Σοφίας, γεννηθείς είς Γιαννιτσά, μέλλει νά νυμφευθή τήν ΕΙΡΗΝΗ ΦΑΡΑΣΗΝ, κάτοικον Θεσσαλονίκης. bbox=[34, 863, 200, 939]
un-subheadline: ΑΜΕΡΙΚΗ ΚΑΙ ΡΩΣΣΙΑ ΕΣΠΕΥΣΑΝ bbox=[1242, 861, 1483, 879]
un-subheadline-boxed: ΝΑ ΕΞΟΜΑΛΥΝΟΥΝ ΤΑΣ ΔΙΑΦΟΡΑΣ bbox=[1183, 881, 1542, 907]
funerals-heading: Κηδείαι bbox=[211, 1008, 328, 1042]
olivier-story-text: Έκείνοι πού γνωρίζουν τόν σέρ Λώρενς Όλίβιε έλεγαν πάντοτε ότι είναι άνθρωπος θαρραλέος. Ή θεραπεία του διήρκεσε μήνας καί σήμερον εμφανίζεται πάλιν είς τήν σκηνήν. bbox=[1368, 1167, 1562, 1243]
atlantic-story-text: Οπως καί τά άλλα, ό ατλαντικός πολιτισμός μετά τήν ανακάλυψιν τής Αμερικής, ό Χριστόφορος Κολόμβος, ό Ναπολέων, μαζί με τόν Ευρωπαϊκόν κόσμον. Αί χώραι τής Ευρώπης καί τής Αμερικής ευρίσκονται σήμερον ενωμέναι. bbox=[784, 1381, 960, 1483]
graduates-text: Είς τήν Φιλοσοφικήν Σχολήν τού Πανεπιστημίου Θεσσαλονίκης ελαβε τό πτυχίον της ή δεσποινίς, καί τώρα άναλαμβάνει καθήκοντα καθηγήτριας. bbox=[34, 285, 200, 361]
lead-subheadline: ΠΡΟΣΠΟΙΕΙΤΑΙ ΤΟΝ ΨΥΧΟΠΑΘΗ bbox=[608, 192, 948, 217]
un-story-text: ΗΝΩΜΕΝΑ ΕΘΝΗ, 19. (Ασ. Πρές). — Ή Γενική Συνέλευσις τών Ηνωμένων Εθνών ενέκρινε διεθνή συμφωνίαν διά τήν διάσωσιν καί επιστροφήν τών αστροναυτών, συνεπεία ταχείας συμφωνίας μεταξύ Αμερικής καί Ρωσσίας. bbox=[1163, 914, 1358, 1002]
program-a-heading: Α' ΠΡΟΓΡΑΜΜΑ bbox=[211, 158, 317, 172]
lead-subheadline: ΔΙΑ ΝΑ ΕΛΑΦΡΥΝΗ ΤΗΝ ΘΕΣΙΝ ΤΟΥ bbox=[608, 217, 948, 241]
news-headline: Η ΙΕΡΑ ΣΥΝΟΔΟΣ ΣΥΝΙΣΤΑ ΤΑΣ ΕΙΚΟΝΑΣ ΤΟΥ ΙΕΡΕΩΣ ΒΑΣΙΛΕΙΑΔΗ bbox=[974, 1080, 1149, 1124]
comic-panel-3-drawing bbox=[1187, 1939, 1564, 2188]
news-text: ΗΝΩΜΕΝΑ ΕΘΝΗ, 19. (Ασ. Πρές). Ή Επιτροπή Ανθρωπίνων Δικαιωμάτων τού ΟΗΕ θά συνέλθη διά νά εξετάση τό θέμα τών φυλετικών διακρίσεων. bbox=[972, 900, 1151, 963]
section-radio-heading: Τό ραδιόφωνον bbox=[211, 62, 399, 130]
comic-panel-1-drawing bbox=[413, 1939, 792, 2188]
theatre-listings: ΔΡΑΜΑ — ΑΣΤΕΡΙΑ: «Ικαρος», ώρα 13η. ΑΤΤΙΚΟΝ: «Ο Κόκκινος Ιππότης». ΟΛΥΜΠΙΑ: «Η επιστροφή τού πράκτορος». ΟΡΦΕΥΣ: «Ο πράκτωρ Χ εξολοθρεύει». ΚΑΒΑΛΑ — ΑΠΟΛΛΩΝ: «Επιχείρησις Πέρλ». ΑΤΤΙΚΟΝ: «Άπαρμάτα ολόκληρο». ΠΑΝΘΕΟΝ: «ΖΟΣ. Η άφθιτος είναι». ΓΙΤΑΝΙΑ: «Μωρό, ό κατακτητής τών θαλασσών». ΚΑΣΤΟΡΙΑ — ΟΡΦΕΥΣ: «Ιπποτική Οδύσσεια». ΠΑΛΛΑΔΙΟΝ: «Η άγρια γάτα». ΝΑΟΥΣΑ — ΑΓΓΕΛΙΚΑ: «Ο Κόσμος τής Αγάπης». ΔΙΑΝΑ: «Ενα δολοφόνο». ΦΛΩΡΙΝΑ — ΑΓΓΕΛΙΚΑ: «Πιστόλια πρός τά άνθρωπον». ΕΛΛΗΝΙΣ: «Τό δάσος τών λύκων». bbox=[34, 1357, 200, 1628]
warship-photo-caption: Σοβιετικόν αντιτορπιλλικόν διέρχεται πλησίον τού αμερικανικού αεροπλανοφόρου «Φρανκλίνος Ρούσβελτ», κατά τήν διάρκειαν ασκήσεων τού Ναυτικού είς τήν Μεσόγειον. bbox=[1163, 577, 1562, 613]
